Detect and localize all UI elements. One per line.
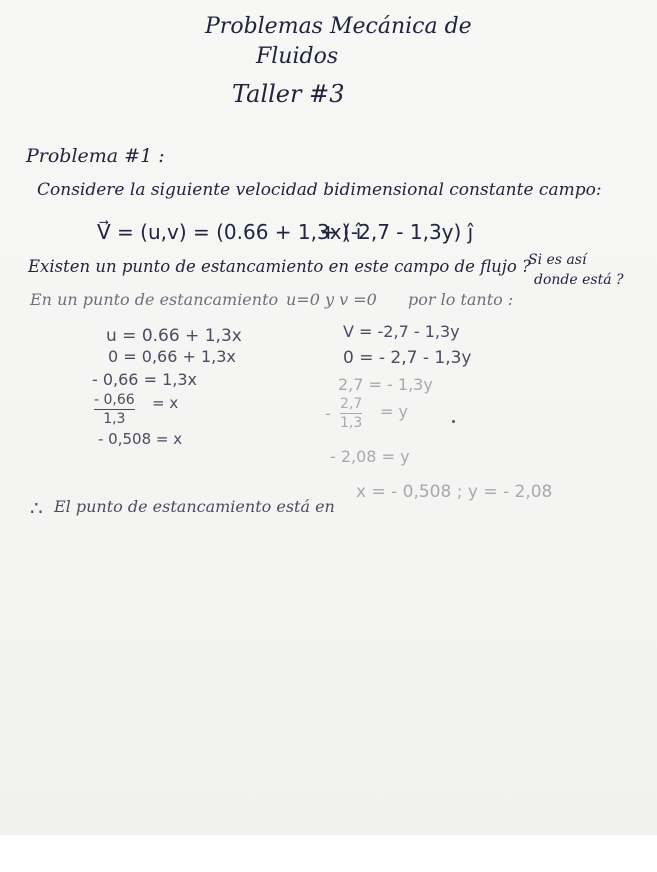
v-fraction-bar	[340, 413, 362, 414]
u-step-2: 0 = 0,66 + 1,3x	[108, 347, 236, 366]
work-intro: En un punto de estancamiento	[30, 290, 279, 309]
problem-label: Problema #1 :	[26, 145, 165, 167]
velocity-equation-right: + (-2,7 - 1,3y) ĵ	[320, 220, 474, 244]
v-fraction-numerator: 2,7	[340, 396, 363, 412]
v-fraction	[340, 396, 362, 431]
v-fraction-rhs: = y	[380, 402, 408, 421]
u-fraction	[94, 392, 135, 427]
title-line-1: Problemas Mecánica de	[205, 14, 472, 39]
therefore-symbol: ∴	[30, 496, 43, 520]
velocity-equation-left: V⃗ = (u,v) = (0.66 + 1,3x) î	[97, 220, 362, 244]
conclusion-text: El punto de estancamiento está en	[54, 497, 335, 516]
u-fraction-numerator: - 0,66	[94, 392, 135, 408]
title-line-2: Fluidos	[256, 44, 339, 69]
title-line-3: Taller #3	[232, 80, 345, 108]
question-tail-1: Si es así	[528, 252, 587, 268]
v-step-3: 2,7 = - 1,3y	[338, 375, 433, 394]
stray-mark	[452, 420, 455, 423]
problem-statement: Considere la siguiente velocidad bidimensional constante campo:	[37, 180, 602, 200]
u-step-3: - 0,66 = 1,3x	[92, 370, 197, 389]
u-step-1: u = 0.66 + 1,3x	[106, 326, 242, 346]
v-fraction-denominator: 1,3	[340, 415, 363, 431]
work-intro-tail: por lo tanto :	[408, 290, 514, 309]
question-tail-2: donde está ?	[534, 272, 624, 288]
v-fraction-sign: -	[325, 404, 331, 423]
v-step-1: V = -2,7 - 1,3y	[343, 322, 460, 341]
u-fraction-rhs: = x	[152, 394, 179, 412]
u-fraction-denominator: 1,3	[103, 411, 126, 427]
page-margin	[0, 835, 657, 872]
u-fraction-bar	[94, 409, 135, 410]
u-result: - 0,508 = x	[98, 430, 183, 448]
v-result: - 2,08 = y	[330, 447, 410, 466]
question-text: Existen un punto de estancamiento en este campo de flujo ?	[28, 257, 531, 276]
v-step-2: 0 = - 2,7 - 1,3y	[343, 348, 472, 368]
work-intro-condition: u=0 y v =0	[286, 290, 377, 309]
conclusion-values: x = - 0,508 ; y = - 2,08	[356, 482, 553, 502]
